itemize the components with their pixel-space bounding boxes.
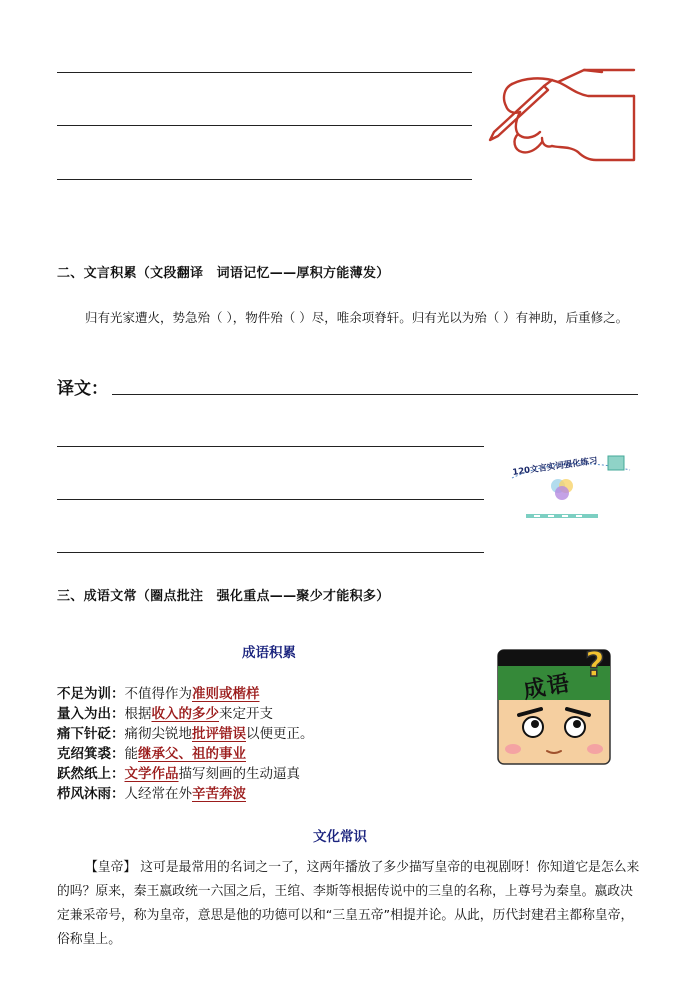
culture-text: 【皇帝】 这可是最常用的名词之一了，这两年播放了多少描写皇帝的电视剧呀！你知道它是怎么来的吗？原来，秦王嬴政统一六国之后，王绾、李斯等根据传说中的三皇的名称，上尊号为秦皇。嬴政决定兼采帝号，称为皇帝，意思是他的功德可以和“三皇五帝”相提并论。从此，历代封建君主都称皇帝，俗称皇上。 — [57, 860, 640, 947]
idiom-highlight: 准则或楷样 — [192, 686, 260, 702]
idiom-text: 以便更正。 — [246, 726, 314, 742]
translation-label: 译文： — [57, 379, 108, 399]
translation-line-1[interactable] — [112, 394, 638, 395]
section2-title: 二、文言积累（文段翻译 词语记忆——厚积方能薄发） — [57, 266, 390, 281]
idiom-row-4 — [57, 744, 246, 764]
idiom-row-3 — [57, 724, 314, 744]
idiom-text: 不值得作为 — [124, 686, 192, 702]
idiom-row-6 — [57, 784, 246, 804]
section3-title: 三、成语文常（圈点批注 强化重点——聚少才能积多） — [57, 589, 390, 604]
idiom-name: 痛下针砭： — [57, 726, 125, 742]
translation-line-2[interactable] — [57, 446, 484, 447]
idiom-text: 能 — [124, 746, 138, 762]
idiom-name: 量入为出： — [57, 706, 125, 722]
badge-graphic — [504, 448, 644, 528]
answer-line-1[interactable] — [57, 72, 472, 73]
answer-line-3[interactable] — [57, 179, 472, 180]
question-mark-icon: ? — [585, 645, 605, 685]
idiom-row-5 — [57, 764, 300, 784]
cartoon-band-text: 成语 — [521, 670, 574, 704]
idiom-text: 人经常在外 — [124, 786, 192, 802]
idiom-text: 描写刻画的生动逼真 — [178, 766, 300, 782]
idiom-highlight: 文学作品 — [124, 766, 179, 782]
idiom-highlight: 继承父、祖的事业 — [138, 746, 246, 762]
translation-line-4[interactable] — [57, 552, 484, 553]
passage: 归有光家遭火，势急殆（ ），物件殆（ ）尽，唯余项脊轩。归有光以为殆（ ）有神助，后重修之。 — [85, 310, 629, 325]
idiom-text: 来定开支 — [219, 706, 273, 722]
idiom-row-1 — [57, 684, 260, 704]
culture-title: 文化常识 — [313, 829, 367, 845]
idiom-highlight: 辛苦奔波 — [192, 786, 246, 802]
idiom-text: 根据 — [124, 706, 152, 722]
idiom-highlight: 批评错误 — [192, 726, 246, 742]
idiom-name: 栉风沐雨： — [57, 786, 125, 802]
idiom-name: 跃然纸上： — [57, 766, 125, 782]
translation-line-3[interactable] — [57, 499, 484, 500]
idiom-row-2 — [57, 704, 273, 724]
idiom-text: 痛彻尖锐地 — [124, 726, 192, 742]
idiom-highlight: 收入的多少 — [151, 706, 219, 722]
answer-line-2[interactable] — [57, 125, 472, 126]
writing-hand-icon — [484, 66, 644, 166]
idiom-cartoon — [497, 645, 611, 765]
idioms-title: 成语积累 — [242, 645, 296, 661]
idiom-name: 克绍箕裘： — [57, 746, 125, 762]
badge-text: 120文言实词强化练习 — [511, 456, 599, 478]
idiom-name: 不足为训： — [57, 686, 125, 702]
